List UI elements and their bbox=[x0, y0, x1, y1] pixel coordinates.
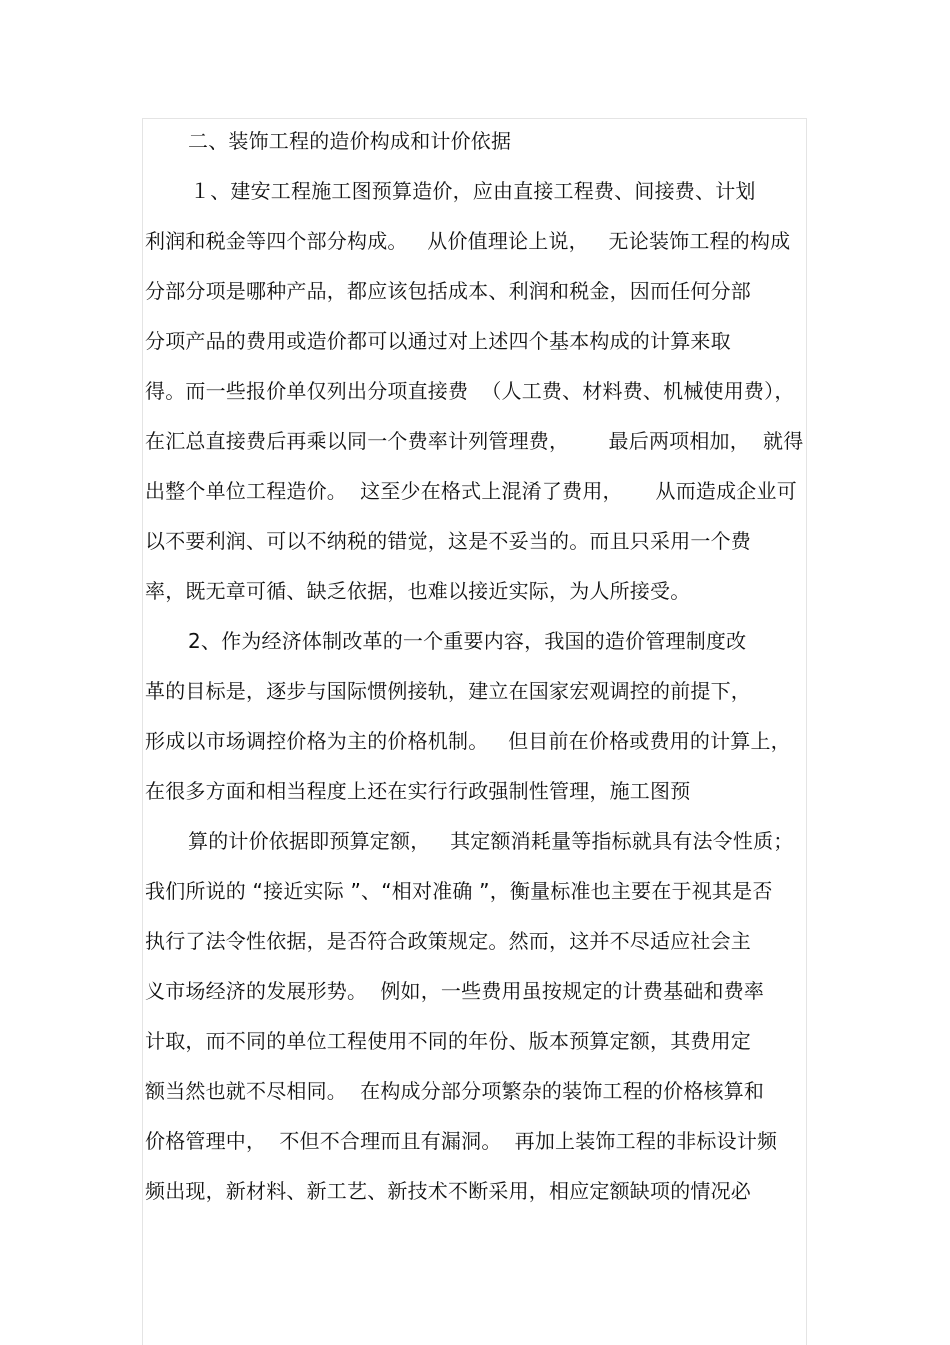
paragraph-line: １、建安工程施工图预算造价，应由直接工程费、间接费、计划 bbox=[190, 179, 756, 203]
paragraph-line: 分项产品的费用或造价都可以通过对上述四个基本构成的计算来取 bbox=[145, 329, 731, 353]
paragraph-line: 出整个单位工程造价。 这至少在格式上混淆了费用， 从而造成企业可 bbox=[145, 479, 797, 503]
paragraph-line: 在汇总直接费后再乘以同一个费率计列管理费， 最后两项相加， 就得 bbox=[145, 429, 804, 453]
paragraph-line: 分部分项是哪种产品，都应该包括成本、利润和税金，因而任何分部 bbox=[145, 279, 751, 303]
paragraph-line: 执行了法令性依据，是否符合政策规定。然而，这并不尽适应社会主 bbox=[145, 929, 751, 953]
paragraph-line: 率，既无章可循、缺乏依据，也难以接近实际，为人所接受。 bbox=[145, 579, 691, 603]
paragraph-line: 频出现，新材料、新工艺、新技术不断采用，相应定额缺项的情况必 bbox=[145, 1179, 751, 1203]
paragraph-line: 额当然也就不尽相同。 在构成分部分项繁杂的装饰工程的价格核算和 bbox=[145, 1079, 765, 1103]
paragraph-line: 算的计价依据即预算定额， 其定额消耗量等指标就具有法令性质； bbox=[188, 829, 794, 853]
paragraph-line: 义市场经济的发展形势。 例如，一些费用虽按规定的计费基础和费率 bbox=[145, 979, 765, 1003]
paragraph-line: 计取，而不同的单位工程使用不同的年份、版本预算定额，其费用定 bbox=[145, 1029, 751, 1053]
paragraph-line: 以不要利润、可以不纳税的错觉，这是不妥当的。而且只采用一个费 bbox=[145, 529, 751, 553]
paragraph-line: 2、作为经济体制改革的一个重要内容，我国的造价管理制度改 bbox=[188, 629, 747, 653]
section-heading: 二、装饰工程的造价构成和计价依据 bbox=[188, 129, 512, 153]
paragraph-line: 价格管理中， 不但不合理而且有漏洞。 再加上装饰工程的非标设计频 bbox=[145, 1129, 778, 1153]
paragraph-line: 得。而一些报价单仅列出分项直接费 （人工费、材料费、机械使用费）， bbox=[145, 379, 795, 403]
paragraph-line: 我们所说的 “接近实际 ”、“相对准确 ”，衡量标准也主要在于视其是否 bbox=[145, 879, 773, 903]
paragraph-line: 革的目标是，逐步与国际惯例接轨，建立在国家宏观调控的前提下， bbox=[145, 679, 751, 703]
paragraph-line: 在很多方面和相当程度上还在实行行政强制性管理，施工图预 bbox=[145, 779, 691, 803]
paragraph-line: 形成以市场调控价格为主的价格机制。 但目前在价格或费用的计算上， bbox=[145, 729, 791, 753]
paragraph-line: 利润和税金等四个部分构成。 从价值理论上说， 无论装饰工程的构成 bbox=[145, 229, 791, 253]
